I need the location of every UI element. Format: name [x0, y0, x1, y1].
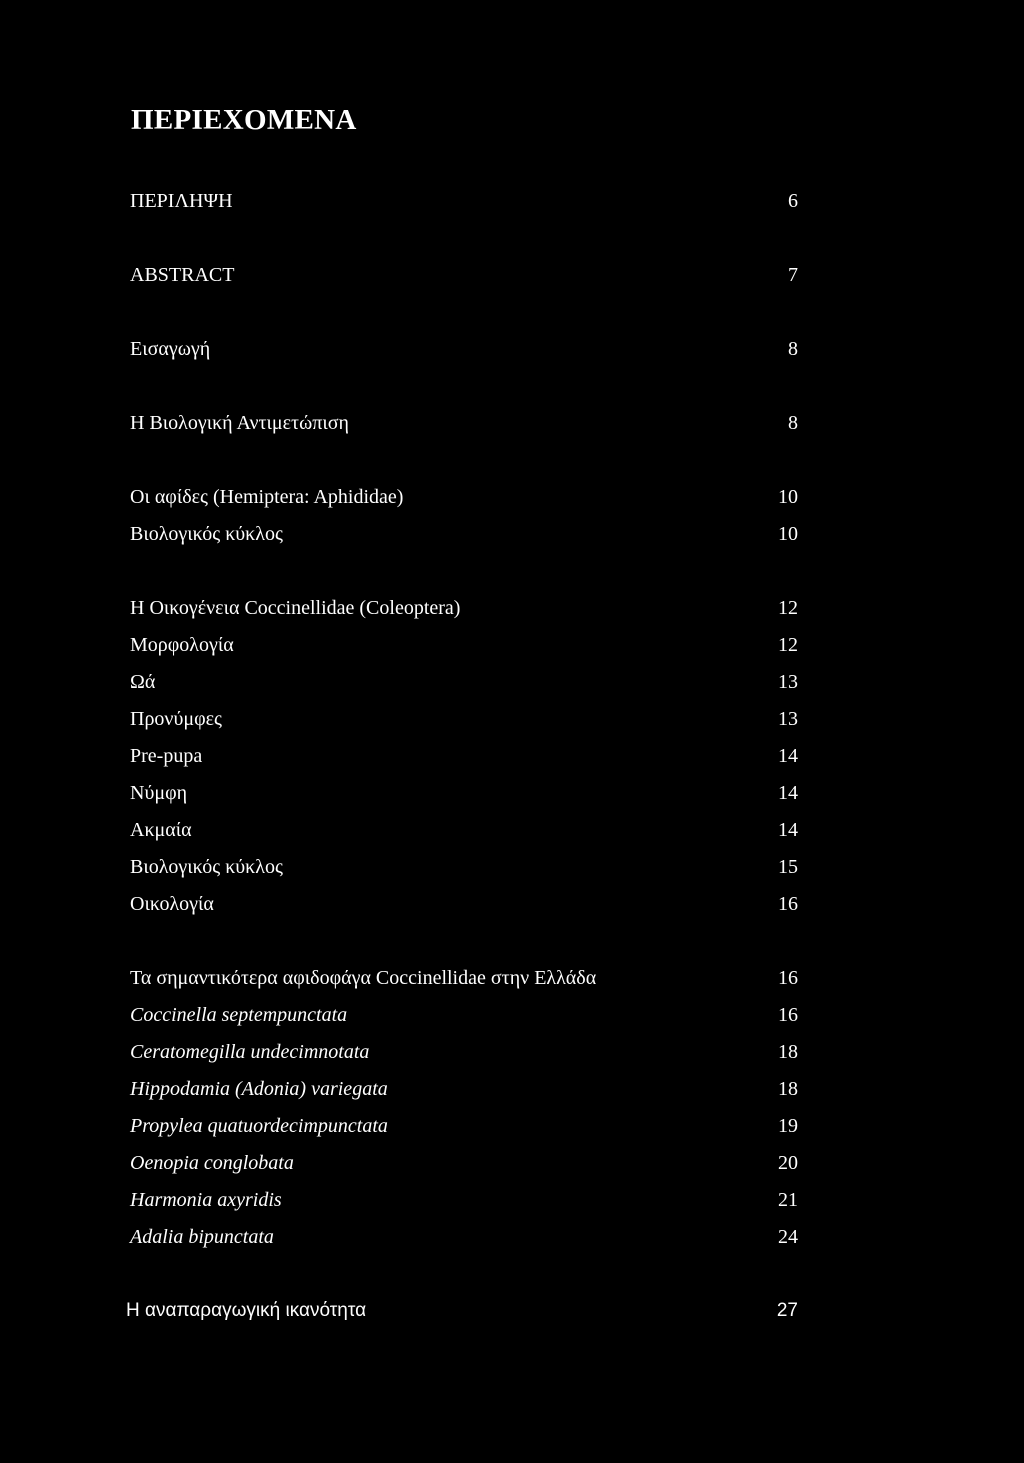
toc-entry — [130, 1148, 798, 1178]
toc-entry — [130, 519, 798, 549]
toc-entry-page: 13 — [778, 708, 798, 730]
toc-entry-page: 21 — [778, 1189, 798, 1211]
toc-entry — [130, 408, 798, 438]
toc-entry — [130, 334, 798, 364]
toc-entry-label: Η Οικογένεια Coccinellidae (Coleoptera) — [130, 597, 461, 619]
toc-entry-page: 14 — [778, 819, 798, 841]
toc-entry-label: Βιολογικός κύκλος — [130, 856, 283, 878]
toc-entry-page: 14 — [778, 745, 798, 767]
toc-entry-page: 18 — [778, 1041, 798, 1063]
toc-entry-page: 8 — [788, 412, 798, 434]
toc-entry-label: Adalia bipunctata — [130, 1226, 274, 1248]
toc-entry-page: 10 — [778, 523, 798, 545]
toc-entry — [130, 186, 798, 216]
toc-entry-label: Νύμφη — [130, 782, 188, 804]
toc-entry — [130, 963, 798, 993]
toc-entry-page: 7 — [788, 264, 798, 286]
toc-entry-label: Pre-pupa — [130, 745, 203, 767]
toc-entry-label: ΠΕΡΙΛΗΨΗ — [130, 190, 233, 212]
toc-entry-label: Coccinella septempunctata — [130, 1004, 348, 1026]
toc-entry-page: 16 — [778, 967, 798, 989]
toc-entry-page: 19 — [778, 1115, 798, 1137]
toc-entry-label: Τα σημαντικότερα αφιδοφάγα Coccinellidae στην Ελλάδα — [130, 967, 597, 989]
toc-entry-label: Η αναπαραγωγική ικανότητα — [126, 1300, 367, 1321]
toc-entry-page: 8 — [788, 338, 798, 360]
toc-entry-page: 12 — [778, 597, 798, 619]
toc-entry-label: Μορφολογία — [130, 634, 234, 656]
toc-entry-label: Οι αφίδες (Hemiptera: Aphididae) — [130, 486, 404, 508]
toc-entry-label: Ακμαία — [130, 819, 192, 841]
toc-entry-label: Oenopia conglobata — [130, 1152, 294, 1174]
toc-entry — [130, 704, 798, 734]
toc-entry — [130, 815, 798, 845]
toc-entry — [130, 1222, 798, 1252]
toc-entry-page: 18 — [778, 1078, 798, 1100]
toc-entry-label: Ωά — [130, 671, 156, 693]
toc-entry — [130, 260, 798, 290]
toc-entry — [130, 1037, 798, 1067]
toc-entry — [130, 667, 798, 697]
toc-entry-page: 24 — [778, 1226, 798, 1248]
toc-entry-label: Προνύμφες — [130, 708, 222, 730]
toc-entry — [126, 1296, 798, 1326]
toc-entry-label: Οικολογία — [130, 893, 214, 915]
toc-title: ΠΕΡΙΕΧΟΜΕΝΑ — [131, 104, 357, 136]
toc-entry-page: 13 — [778, 671, 798, 693]
toc-entry — [130, 1000, 798, 1030]
toc-entry — [130, 741, 798, 771]
toc-entry-page: 6 — [788, 190, 798, 212]
toc-entry-label: Propylea quatuordecimpunctata — [130, 1115, 388, 1137]
toc-entry — [130, 1111, 798, 1141]
toc-entry — [130, 593, 798, 623]
toc-entry — [130, 778, 798, 808]
toc-entry-label: Ceratomegilla undecimnotata — [130, 1041, 370, 1063]
toc-entry-page: 14 — [778, 782, 798, 804]
toc-entry-page: 27 — [776, 1300, 798, 1321]
toc-entry-label: ABSTRACT — [130, 264, 235, 286]
toc-entry — [130, 1185, 798, 1215]
toc-entry — [130, 1074, 798, 1104]
toc-entry — [130, 852, 798, 882]
toc-entry-label: Hippodamia (Adonia) variegata — [130, 1078, 388, 1100]
toc-entry-label: Εισαγωγή — [130, 338, 211, 360]
toc-entry-page: 15 — [778, 856, 798, 878]
toc-entry-label: Η Βιολογική Αντιμετώπιση — [130, 412, 349, 434]
toc-entry — [130, 889, 798, 919]
toc-entry — [130, 630, 798, 660]
toc-entry-label: Βιολογικός κύκλος — [130, 523, 283, 545]
toc-entry-page: 10 — [778, 486, 798, 508]
toc-entry-page: 12 — [778, 634, 798, 656]
toc-entry-page: 16 — [778, 1004, 798, 1026]
toc-entry-page: 16 — [778, 893, 798, 915]
toc-entry-page: 20 — [778, 1152, 798, 1174]
toc-entry-label: Harmonia axyridis — [130, 1189, 282, 1211]
toc-entry — [130, 482, 798, 512]
